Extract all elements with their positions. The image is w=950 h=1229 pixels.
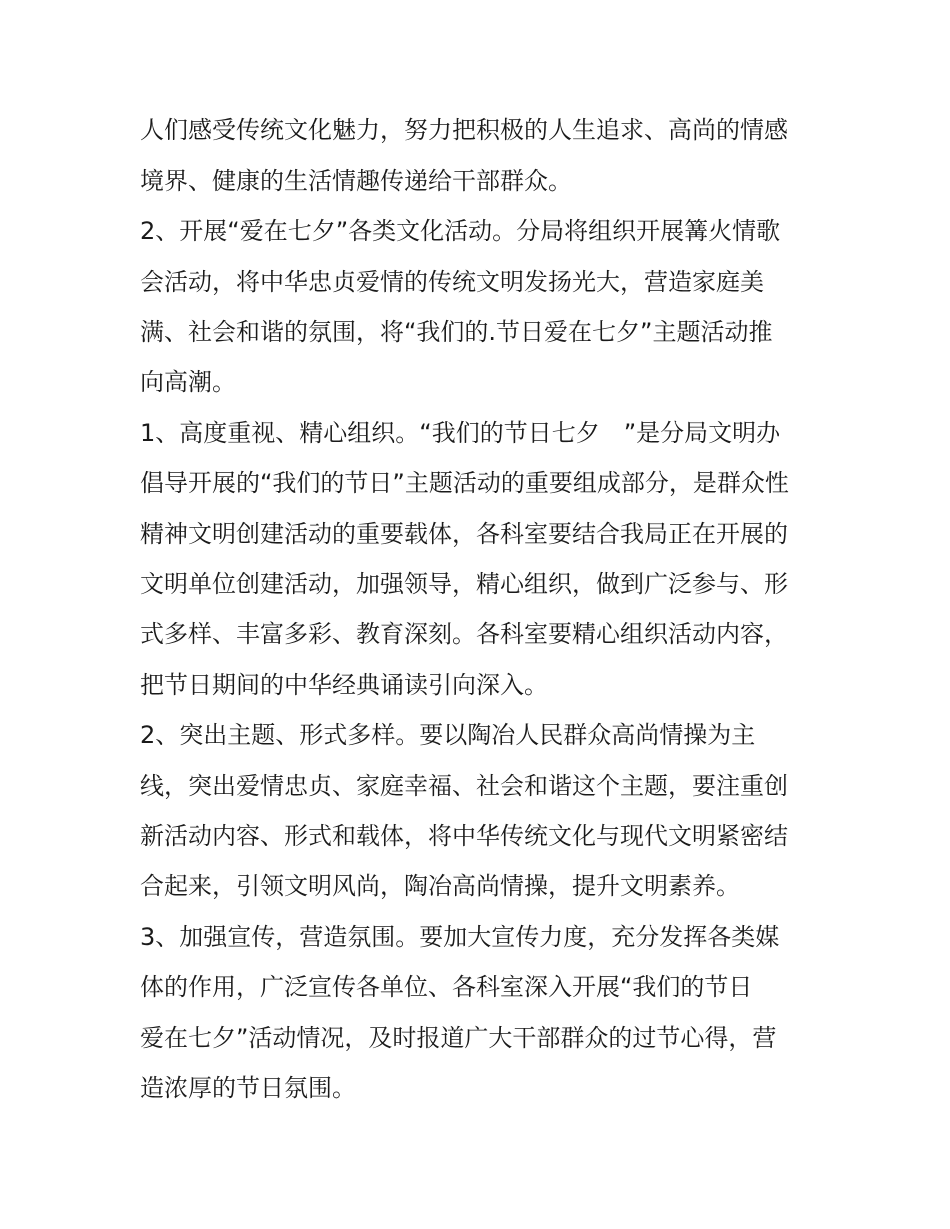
text-line: 2、开展“爱在七夕”各类文化活动。分局将组织开展篝火情歌 [140,217,781,245]
text-line: 2、突出主题、形式多样。要以陶冶人民群众高尚情操为主 [140,721,756,749]
text-line: 合起来，引领文明风尚，陶冶高尚情操，提升文明素养。 [140,872,740,900]
text-line: 3、加强宣传，营造氛围。要加大宣传力度，充分发挥各类媒 [140,923,780,951]
text-line: 境界、健康的生活情趣传递给干部群众。 [140,167,572,195]
text-line: 满、社会和谐的氛围，将“我们的.节日爱在七夕”主题活动推 [140,318,773,346]
text-line: 1、高度重视、精心组织。“我们的节日七夕 ”是分局文明办 [140,419,781,447]
text-line: 式多样、丰富多彩、教育深刻。各科室要精心组织活动内容， [140,620,788,648]
text-line: 爱在七夕”活动情况，及时报道广大干部群众的过节心得，营 [140,1024,777,1052]
text-line: 体的作用，广泛宣传各单位、各科室深入开展“我们的节日 [140,973,753,1001]
text-line: 会活动，将中华忠贞爱情的传统文明发扬光大，营造家庭美 [140,268,764,296]
text-line: 新活动内容、形式和载体，将中华传统文化与现代文明紧密结 [140,822,788,850]
text-line: 造浓厚的节日氛围。 [140,1074,356,1102]
text-line: 线，突出爱情忠贞、家庭幸福、社会和谐这个主题，要注重创 [140,772,788,800]
text-line: 文明单位创建活动，加强领导，精心组织，做到广泛参与、形 [140,570,788,598]
text-line: 人们感受传统文化魅力，努力把积极的人生追求、高尚的情感 [140,116,788,144]
text-line: 倡导开展的“我们的节日”主题活动的重要组成部分，是群众性 [140,469,789,497]
text-line: 向高潮。 [140,368,236,396]
text-line: 精神文明创建活动的重要载体，各科室要结合我局正在开展的 [140,520,788,548]
text-line: 把节日期间的中华经典诵读引向深入。 [140,671,548,699]
